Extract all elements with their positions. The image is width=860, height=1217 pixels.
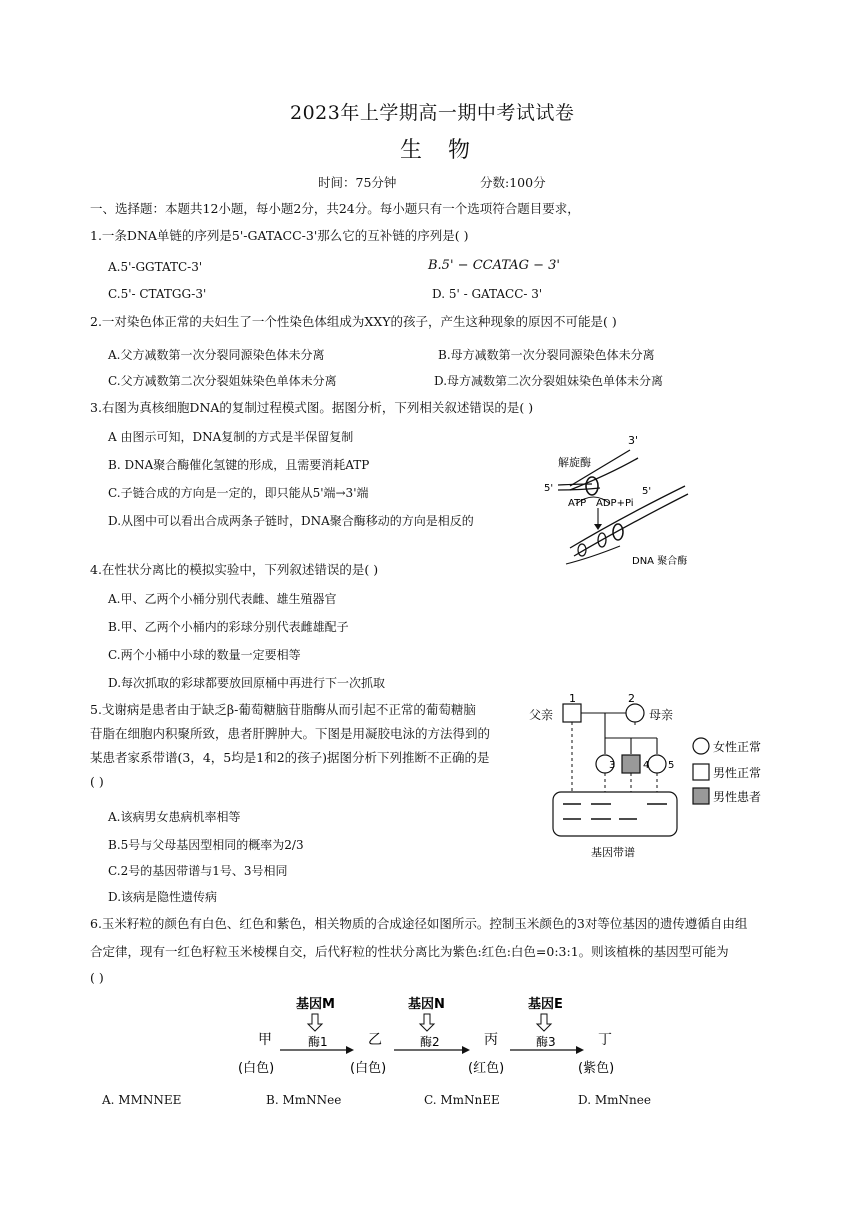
dna-end-3-label: 3' [628,434,639,447]
q3-option-d: D.从图中可以看出合成两条子链时，DNA聚合酶移动的方向是相反的 [108,514,474,528]
section-heading: 一、选择题：本题共12小题，每小题2分，共24分。每小题只有一个选项符合题目要求， [90,201,580,216]
father-label: 父亲 [529,708,554,722]
dna-polymerase-label: DNA 聚合酶 [632,556,688,567]
q6-option-d: D. MmNnee [578,1093,651,1107]
q4-option-d: D.每次抓取的彩球都要放回原桶中再进行下一次抓取 [108,676,386,690]
q5-option-a: A.该病男女患病机率相等 [108,810,241,824]
subject-title: 生物 [400,138,497,163]
q1-option-d: D. 5' - GATACC- 3' [432,287,543,301]
dna-replication-figure [530,428,690,580]
color-white-1: (白色) [238,1061,275,1076]
q3-option-b: B. DNA聚合酶催化氢键的形成，且需要消耗ATP [108,458,370,472]
q5-option-c: C.2号的基因带谱与1号、3号相同 [108,864,288,878]
mother-label: 母亲 [649,708,674,722]
pathway-figure [228,992,648,1084]
legend-male-patient: 男性患者 [713,790,762,804]
substance-yi: 乙 [368,1032,382,1048]
q6-option-b: B. MmNNee [266,1093,342,1107]
color-purple: (紫色) [578,1061,615,1076]
pedigree-number-1: 1 [569,694,576,705]
q5-line4: ( ) [90,774,104,789]
adp-label: ADP+Pi [596,498,634,509]
q4-option-b: B.甲、乙两个小桶内的彩球分别代表雌雄配子 [108,620,349,634]
q4-option-c: C.两个小桶中小球的数量一定要相等 [108,648,301,662]
q2-option-b: B.母方减数第一次分裂同源染色体未分离 [438,348,655,362]
gene-m-label: 基因M [296,997,335,1012]
q2-stem: 2.一对染色体正常的夫妇生了一个性染色体组成为XXY的孩子，产生这种现象的原因不可能是( ) [90,314,617,329]
q1-option-b: B.5' − CCATAG − 3' [428,258,560,273]
pedigree-number-4: 4 [643,760,650,771]
dna-end-5-label-a: 5' [544,483,554,494]
exam-time: 时间：75分钟 [318,175,397,190]
pedigree-number-2: 2 [628,694,635,705]
enzyme-3-label: 酶3 [536,1035,556,1049]
q5-line1: 5.戈谢病是患者由于缺乏β-葡萄糖脑苷脂酶从而引起不正常的葡萄糖脑 [90,702,476,717]
q6-option-a: A. MMNNEE [102,1093,182,1107]
color-white-2: (白色) [350,1061,387,1076]
q1-option-c: C.5'- CTATGG-3' [108,287,207,301]
helicase-label: 解旋酶 [558,456,591,469]
gene-e-label: 基因E [528,997,563,1012]
atp-label: ATP [568,498,587,509]
gene-n-label: 基因N [408,997,445,1012]
q1-option-a: A.5'-GGTATC-3' [108,260,203,274]
q3-stem: 3.右图为真核细胞DNA的复制过程模式图。据图分析，下列相关叙述错误的是( ) [90,400,534,415]
enzyme-1-label: 酶1 [308,1035,328,1049]
substance-ding: 丁 [598,1032,612,1048]
pedigree-mother [626,704,644,722]
q2-option-d: D.母方减数第二次分裂姐妹染色单体未分离 [434,374,664,388]
pedigree-figure [525,694,785,864]
pedigree-number-3: 3 [609,760,616,771]
q5-line2: 苷脂在细胞内积聚所致，患者肝脾肿大。下图是用凝胶电泳的方法得到的 [90,726,491,741]
q5-line3: 某患者家系带谱(3，4，5均是1和2的孩子)据图分析下列推断不正确的是 [90,750,490,765]
q5-option-d: D.该病是隐性遗传病 [108,890,218,904]
q5-option-b: B.5号与父母基因型相同的概率为2/3 [108,838,304,852]
q2-option-a: A.父方减数第一次分裂同源染色体未分离 [108,348,325,362]
pedigree-number-5: 5 [668,760,675,771]
exam-title: 2023年上学期高一期中考试试卷 [290,102,575,124]
substance-jia: 甲 [258,1032,272,1048]
q6-line2: 合定律，现有一红色籽粒玉米棱棵自交，后代籽粒的性状分离比为紫色:红色:白色=0:3:1。则该植株的基因型可能为 [90,944,729,959]
legend-female-normal: 女性正常 [713,740,762,754]
band-spectrum-label: 基因带谱 [591,846,635,859]
pedigree-father [563,704,581,722]
q3-option-a: A 由图示可知，DNA复制的方式是半保留复制 [108,430,354,444]
q3-option-c: C.子链合成的方向是一定的，即只能从5'端→3'端 [108,486,369,500]
color-red: (红色) [468,1061,505,1076]
q6-option-c: C. MmNnEE [424,1093,500,1107]
enzyme-2-label: 酶2 [420,1035,440,1049]
exam-score: 分数:100分 [480,175,546,190]
dna-end-5-label-b: 5' [642,486,652,497]
q6-line3: ( ) [90,970,104,985]
q1-stem: 1.一条DNA单链的序列是5'-GATACC-3'那么它的互补链的序列是( ) [90,228,469,243]
q2-option-c: C.父方减数第二次分裂姐妹染色单体未分离 [108,374,337,388]
q4-stem: 4.在性状分离比的模拟实验中，下列叙述错误的是( ) [90,562,379,577]
substance-bing: 丙 [484,1032,498,1048]
legend-male-normal: 男性正常 [713,766,762,780]
q4-option-a: A.甲、乙两个小桶分别代表雌、雄生殖器官 [108,592,337,606]
q6-line1: 6.玉米籽粒的颜色有白色、红色和紫色，相关物质的合成途径如图所示。控制玉米颜色的3对等位基因的遗传遵循自由组 [90,916,748,931]
